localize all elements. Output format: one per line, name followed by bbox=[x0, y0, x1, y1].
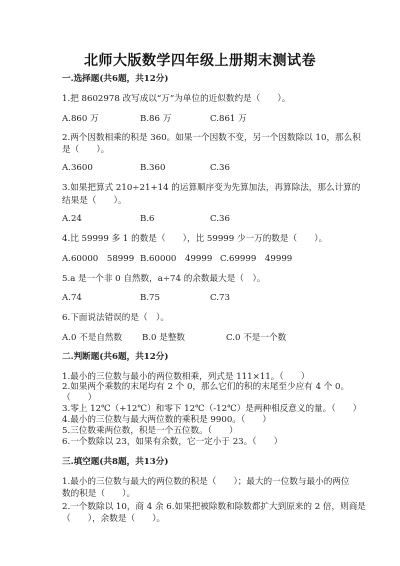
fill-item: （ ），余数是（ ）。 bbox=[62, 514, 166, 524]
q5-option-c[interactable]: C.73 bbox=[210, 293, 230, 303]
fill-item: 2.一个数除以 10，商 4 余 6.如果把被除数和除数都扩大到原来的 2 倍，则商是 bbox=[62, 502, 366, 512]
q3-option-a[interactable]: A.24 bbox=[62, 214, 82, 224]
q4-options bbox=[62, 254, 342, 265]
q4-option-a[interactable]: A.60000 58999 bbox=[62, 254, 135, 264]
q5-option-a[interactable]: A.74 bbox=[62, 293, 82, 303]
q6-option-c[interactable]: C.0 不是一个数 bbox=[226, 333, 287, 343]
q5-stem: 5.a 是一个非 0 自然数，a÷74 的余数最大是（ ）。 bbox=[62, 274, 266, 284]
q5-option-b[interactable]: B.75 bbox=[140, 293, 160, 303]
q3-option-c[interactable]: C.36 bbox=[210, 214, 230, 224]
judge-item: 4.最小的三位数与最大两位数的乘积是 9900。（ ） bbox=[62, 415, 271, 425]
judge-item: 2.如果两个乘数的末尾均有 2 个 0，那么它们的积的末尾至少应有 4 个 0。 bbox=[62, 382, 350, 392]
q2-stem-line2: 是（ ）。 bbox=[62, 145, 110, 155]
q1-option-c[interactable]: C.861 万 bbox=[210, 114, 247, 124]
q3-options bbox=[62, 214, 342, 225]
q2-option-c[interactable]: C.36 bbox=[210, 163, 230, 173]
q6-stem: 6.下面说法错误的是（ ）。 bbox=[62, 313, 170, 323]
judge-item: 1.最小的三位数与最小的两位数相乘，列式是 111×11。（ ） bbox=[62, 372, 310, 382]
section1-header: 一.选择题(共6题，共12分) bbox=[62, 74, 169, 84]
q2-options bbox=[62, 163, 342, 174]
judge-item: 3.零上 12℃（+12℃）和零下 12℃（-12℃）是两种相反意义的量。（ ） bbox=[62, 404, 362, 414]
q6-options bbox=[62, 333, 342, 344]
judge-item: 5.三位数乘两位数，积是一个五位数。（ ） bbox=[62, 426, 238, 436]
q1-option-a[interactable]: A.860 万 bbox=[62, 114, 99, 124]
q1-option-b[interactable]: B.86 万 bbox=[140, 114, 172, 124]
judge-item: 6.一个数除以 23，如果有余数，它一定小于 23。（ ） bbox=[62, 437, 283, 447]
fill-item: 数的积是（ ）。 bbox=[62, 489, 136, 499]
q4-option-c[interactable]: C.69999 49999 bbox=[220, 254, 293, 264]
q2-option-a[interactable]: A.3600 bbox=[62, 163, 93, 173]
q2-option-b[interactable]: B.360 bbox=[140, 163, 166, 173]
q2-stem-line1: 2.两个因数相乘的积是 360。如果一个因数不变，另一个因数除以 10，那么积 bbox=[62, 133, 361, 143]
q6-option-a[interactable]: A.0 不是自然数 bbox=[62, 333, 123, 343]
section2-header: 二.判断题(共6题，共12分) bbox=[62, 352, 169, 362]
q3-stem-line1: 3.如果把算式 210÷21+14 的运算顺序变为先算加法，再算除法，那么计算的 bbox=[62, 183, 361, 193]
q1-stem: 1.把 8602978 改写成以“万”为单位的近似数约是（ ）。 bbox=[62, 94, 291, 104]
page-title: 北师大版数学四年级上册期末测试卷 bbox=[84, 53, 316, 69]
judge-item: （ ） bbox=[62, 393, 97, 403]
section3-header: 三.填空题(共8题，共13分) bbox=[62, 457, 169, 467]
q4-option-b[interactable]: B.60000 49999 bbox=[140, 254, 213, 264]
q4-stem: 4.比 59999 多 1 的数是（ ），比 59999 少一万的数是（ ）。 bbox=[62, 234, 328, 244]
q5-options bbox=[62, 293, 342, 304]
q1-options bbox=[62, 114, 342, 125]
q3-option-b[interactable]: B.6 bbox=[140, 214, 155, 224]
q6-option-b[interactable]: B.0 是整数 bbox=[142, 333, 186, 343]
fill-item: 1.最小的三位数与最大的两位数的积是（ ）；最大的一位数与最小的两位 bbox=[62, 477, 350, 487]
q3-stem-line2: 结果是（ ）。 bbox=[62, 196, 127, 206]
